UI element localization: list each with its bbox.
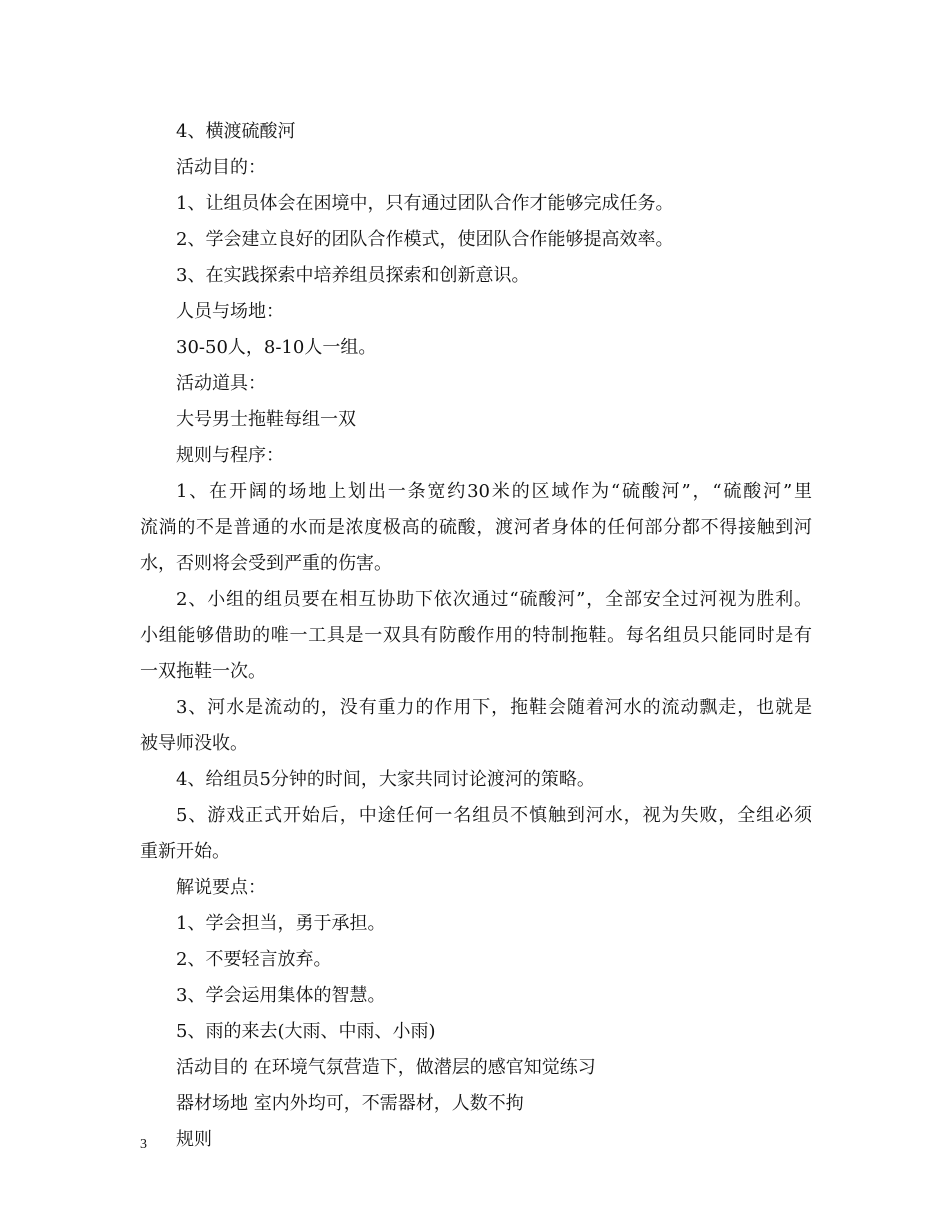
text-line: 2、小组的组员要在相互协助下依次通过“硫酸河”，全部安全过河视为胜利。 [176, 589, 812, 610]
text-line: 规则 [176, 1129, 212, 1150]
text-line: 1、学会担当，勇于承担。 [176, 913, 386, 934]
text-line: 2、不要轻言放弃。 [176, 949, 332, 970]
text-line: 30-50人，8-10人一组。 [176, 337, 377, 358]
text-line: 2、学会建立良好的团队合作模式，使团队合作能够提高效率。 [176, 229, 674, 250]
text-line: 3、河水是流动的，没有重力的作用下，拖鞋会随着河水的流动飘走，也就是 [176, 697, 812, 718]
text-line: 3、在实践探索中培养组员探索和创新意识。 [176, 265, 530, 286]
text-line: 大号男士拖鞋每组一双 [176, 409, 356, 430]
text-line: 重新开始。 [140, 841, 230, 862]
text-line: 活动目的 在环境气氛营造下，做潜层的感官知觉练习 [176, 1057, 596, 1078]
text-line: 一双拖鞋一次。 [140, 661, 266, 682]
text-line: 水，否则将会受到严重的伤害。 [140, 553, 392, 574]
text-line: 人员与场地： [176, 301, 284, 322]
text-line: 流淌的不是普通的水而是浓度极高的硫酸，渡河者身体的任何部分都不得接触到河 [140, 517, 812, 538]
text-line: 被导师没收。 [140, 733, 248, 754]
text-line: 1、让组员体会在困境中，只有通过团队合作才能够完成任务。 [176, 193, 674, 214]
text-line: 3、学会运用集体的智慧。 [176, 985, 386, 1006]
text-line: 1、在开阔的场地上划出一条宽约30米的区域作为“硫酸河”，“硫酸河”里 [176, 481, 812, 502]
text-line: 5、雨的来去(大雨、中雨、小雨) [176, 1021, 436, 1042]
page-number: 3 [140, 1137, 147, 1152]
text-line: 4、给组员5分钟的时间，大家共同讨论渡河的策略。 [176, 769, 595, 790]
text-line: 4、横渡硫酸河 [176, 121, 296, 142]
text-line: 器材场地 室内外均可，不需器材，人数不拘 [176, 1093, 524, 1114]
text-line: 活动道具： [176, 373, 266, 394]
text-line: 规则与程序： [176, 445, 284, 466]
text-line: 活动目的： [176, 157, 266, 178]
text-line: 解说要点： [176, 877, 266, 898]
text-line: 小组能够借助的唯一工具是一双具有防酸作用的特制拖鞋。每名组员只能同时是有 [140, 625, 812, 646]
text-line: 5、游戏正式开始后，中途任何一名组员不慎触到河水，视为失败，全组必须 [176, 805, 812, 826]
document-body [140, 114, 812, 1158]
